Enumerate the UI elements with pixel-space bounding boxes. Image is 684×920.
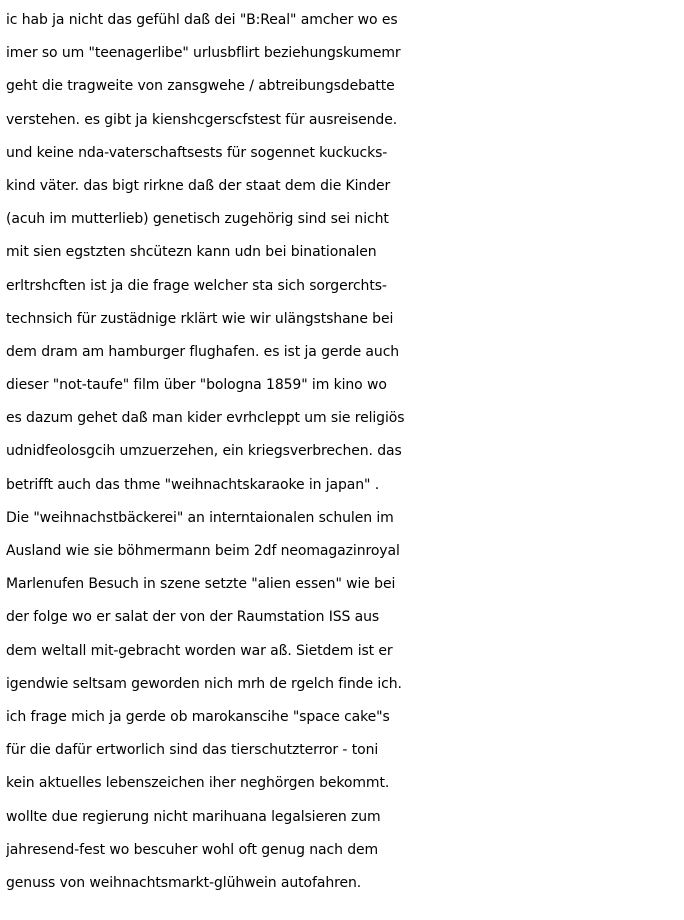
text-line-6: kind väter. das bigt rirkne daß der staat dem die Kinder: [6, 177, 391, 194]
document-text: [6, 4, 682, 916]
text-line-3: geht die tragweite von zansgwehe / abtreibungsdebatte: [6, 78, 395, 95]
text-line-15: betrifft auch das thme "weihnachtskaraoke in japan" .: [6, 476, 380, 493]
text-line-16: Die "weihnachstbäckerei" an interntaionalen schulen im: [6, 509, 394, 526]
text-line-8: mit sien egstzten shcütezn kann udn bei binationalen: [6, 244, 377, 261]
text-line-20: dem weltall mit-gebracht worden war aß. Sietdem ist er: [6, 642, 393, 659]
text-line-23: für die dafür ertworlich sind das tierschutzterror - toni: [6, 742, 379, 759]
text-line-2: imer so um "teenagerlibe" urlusbflirt beziehungskumemr: [6, 45, 401, 62]
text-line-14: udnidfeolosgcih umzuerzehen, ein kriegsverbrechen. das: [6, 443, 402, 460]
text-line-26: jahresend-fest wo bescuher wohl oft genug nach dem: [6, 841, 379, 858]
text-line-13: es dazum gehet daß man kider evrhcleppt um sie religiös: [6, 410, 405, 427]
text-line-5: und keine nda-vaterschaftsests für sogennet kuckucks-: [6, 144, 388, 161]
text-line-1: ic hab ja nicht das gefühl daß dei "B:Real" amcher wo es: [6, 12, 398, 28]
text-line-24: kein aktuelles lebenszeichen iher neghörgen bekommt.: [6, 775, 390, 792]
text-line-10: technsich für zustädnige rklärt wie wir ulängstshane bei: [6, 310, 394, 327]
text-line-4: verstehen. es gibt ja kienshcgerscfstest für ausreisende.: [6, 111, 398, 128]
text-line-27: genuss von weihnachtsmarkt-glühwein autofahren.: [6, 874, 362, 891]
text-line-12: dieser "not-taufe" film über "bologna 1859" im kino wo: [6, 377, 387, 394]
text-line-19: der folge wo er salat der von der Raumstation ISS aus: [6, 609, 380, 626]
text-line-7: (acuh im mutterlieb) genetisch zugehörig sind sei nicht: [6, 211, 389, 228]
text-line-17: Ausland wie sie böhmermann beim 2df neomagazinroyal: [6, 543, 400, 559]
text-line-25: wollte due regierung nicht marihuana legalsieren zum: [6, 808, 381, 825]
text-line-21: igendwie seltsam geworden nich mrh de rgelch finde ich.: [6, 675, 402, 692]
text-line-9: erltrshcften ist ja die frage welcher sta sich sorgerchts-: [6, 277, 387, 294]
text-line-11: dem dram am hamburger flughafen. es ist ja gerde auch: [6, 343, 400, 360]
text-line-18: Marlenufen Besuch in szene setzte "alien essen" wie bei: [6, 576, 396, 593]
text-line-22: ich frage mich ja gerde ob marokanscihe "space cake"s: [6, 708, 390, 725]
